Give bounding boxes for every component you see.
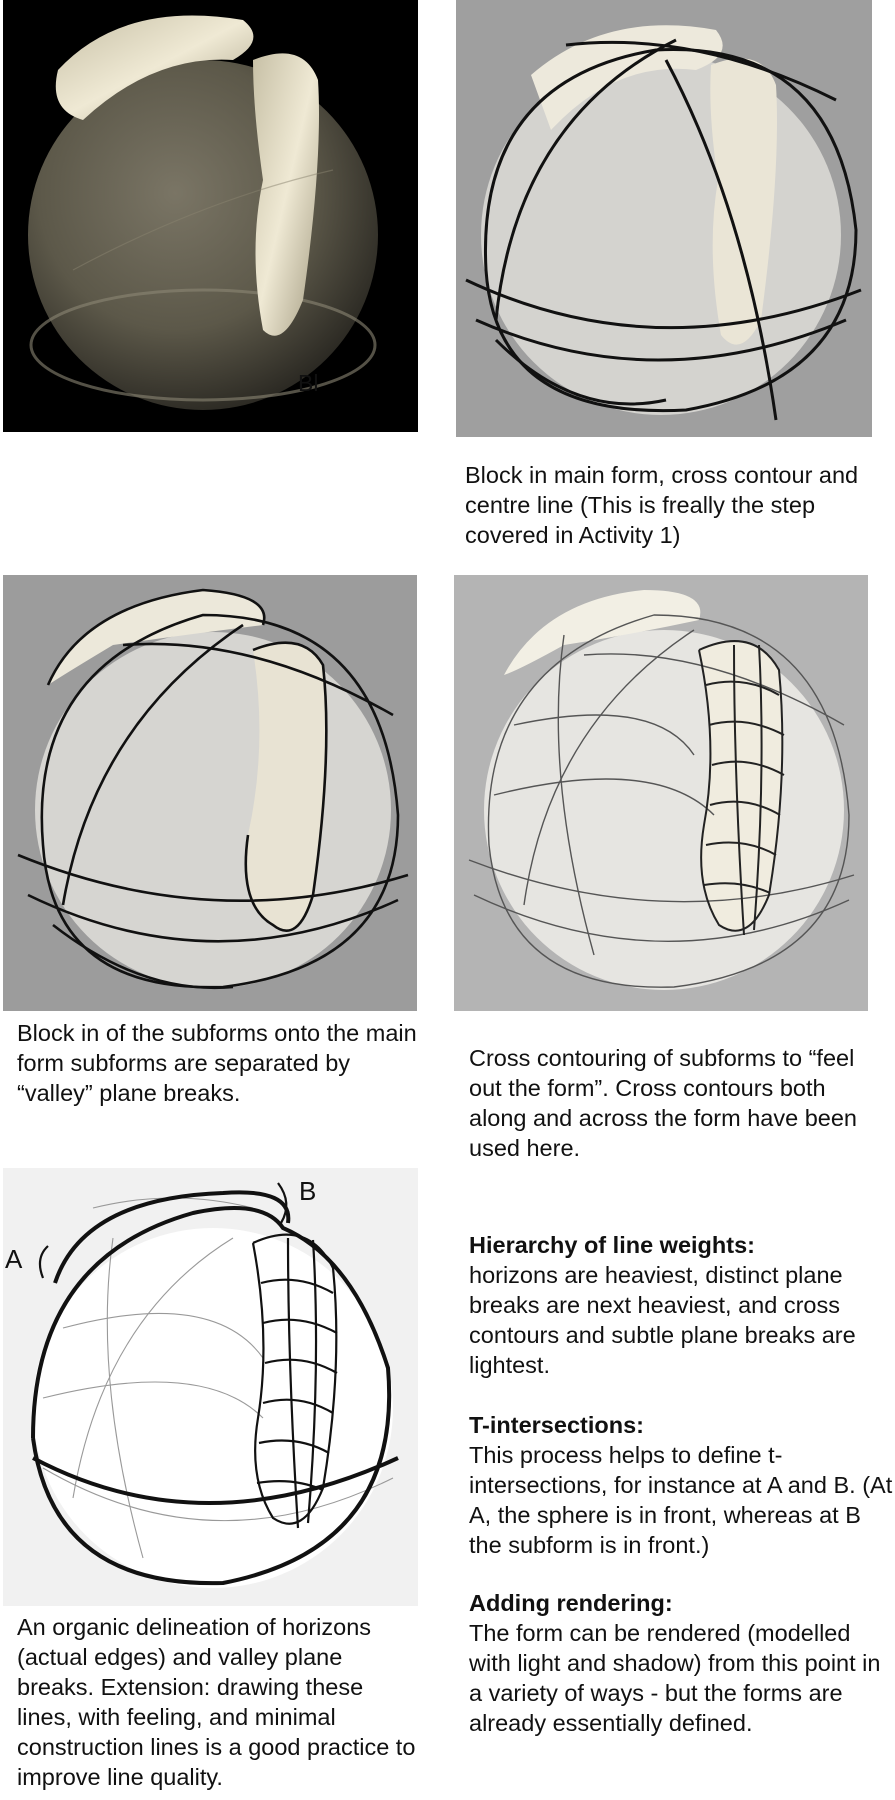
- dark-sphere-illustration: [3, 0, 418, 432]
- sketch-block-in-main-form: [456, 0, 872, 437]
- sketch-cross-contour-subforms: [454, 575, 868, 1011]
- note-t-intersections: [469, 1410, 894, 1560]
- render-dark-sphere: [3, 0, 418, 432]
- note-body: This process helps to define t-intersections, for instance at A and B. (At A, the sphere is in front, whereas at B the subform is in front.): [469, 1442, 893, 1558]
- note-rendering: [469, 1588, 884, 1738]
- stray-text: Bl: [298, 370, 319, 396]
- note-body: The form can be rendered (modelled with light and shadow) from this point in a variety of ways - but the forms are already essentially defined.: [469, 1620, 881, 1736]
- caption-cross-contour: Cross contouring of subforms to “feel out the form”. Cross contours both along and across the form have been used here.: [469, 1045, 858, 1161]
- sketch-subforms-block-in: [3, 575, 417, 1011]
- final-linework-illustration: [3, 1168, 418, 1606]
- cross-contour-illustration: [454, 575, 868, 1011]
- caption-block-in: Block in main form, cross contour and centre line (This is freally the step covered in Activity 1): [465, 462, 859, 548]
- label-a: A: [5, 1244, 23, 1274]
- note-heading: Adding rendering:: [469, 1590, 673, 1616]
- note-heading: Hierarchy of line weights:: [469, 1232, 755, 1258]
- subforms-illustration: [3, 575, 417, 1011]
- note-body: horizons are heaviest, distinct plane breaks are next heaviest, and cross contours and subtle plane breaks are lightest.: [469, 1262, 856, 1378]
- note-heading: T-intersections:: [469, 1412, 644, 1438]
- sketch-final-linework: [3, 1168, 418, 1606]
- label-b: B: [299, 1176, 317, 1206]
- note-line-weights: [469, 1230, 894, 1380]
- block-in-illustration: [456, 0, 872, 437]
- caption-subforms: Block in of the subforms onto the main form subforms are separated by “valley” plane breaks.: [17, 1020, 417, 1106]
- caption-final-linework: An organic delineation of horizons (actual edges) and valley plane breaks. Extension: drawing these lines, with feeling, and minimal construction lines is a good practice to improve line quality.: [17, 1614, 416, 1790]
